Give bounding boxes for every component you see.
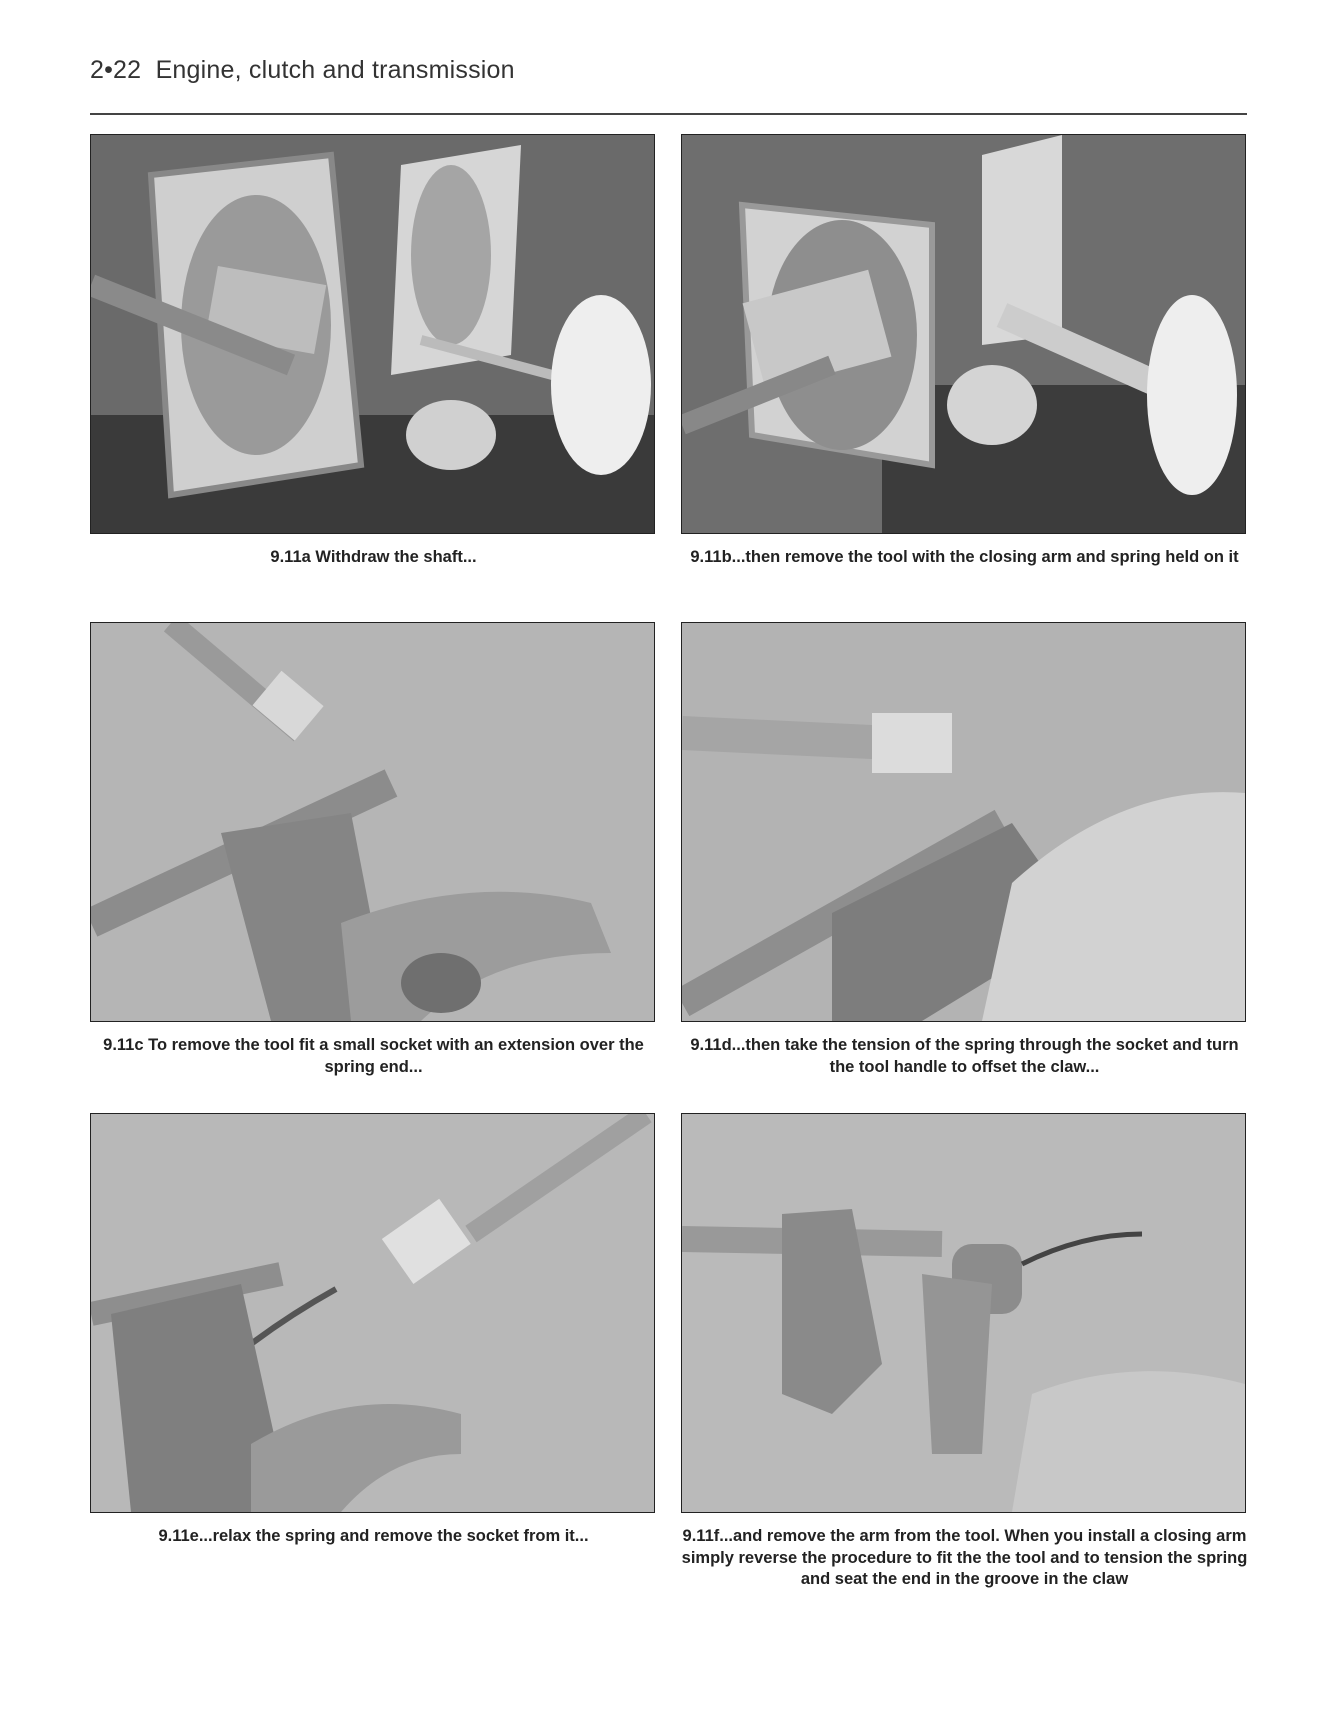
caption-9-11c: 9.11c To remove the tool fit a small socket with an extension over the spring end... <box>103 1036 644 1076</box>
photo-9-11b <box>681 134 1246 534</box>
header-rule <box>90 113 1247 115</box>
chapter-title: Engine, clutch and transmission <box>155 56 515 84</box>
caption-9-11e: 9.11e...relax the spring and remove the socket from it... <box>158 1527 589 1545</box>
photo-9-11d <box>681 622 1246 1022</box>
caption-9-11d: 9.11d...then take the tension of the spring through the socket and turn the tool handle to offset the claw... <box>690 1036 1239 1076</box>
page-header <box>90 56 515 85</box>
photo-9-11a <box>90 134 655 534</box>
caption-9-11a: 9.11a Withdraw the shaft... <box>270 548 477 566</box>
photo-9-11c <box>90 622 655 1022</box>
caption-9-11f: 9.11f...and remove the arm from the tool. When you install a closing arm simply reverse the procedure to fit the the tool and to tension the spring and seat the end in the groove in the claw <box>681 1527 1248 1588</box>
photo-9-11e <box>90 1113 655 1513</box>
caption-9-11b: 9.11b...then remove the tool with the closing arm and spring held on it <box>690 548 1239 566</box>
page-number: 2•22 <box>90 56 142 84</box>
photo-9-11f <box>681 1113 1246 1513</box>
